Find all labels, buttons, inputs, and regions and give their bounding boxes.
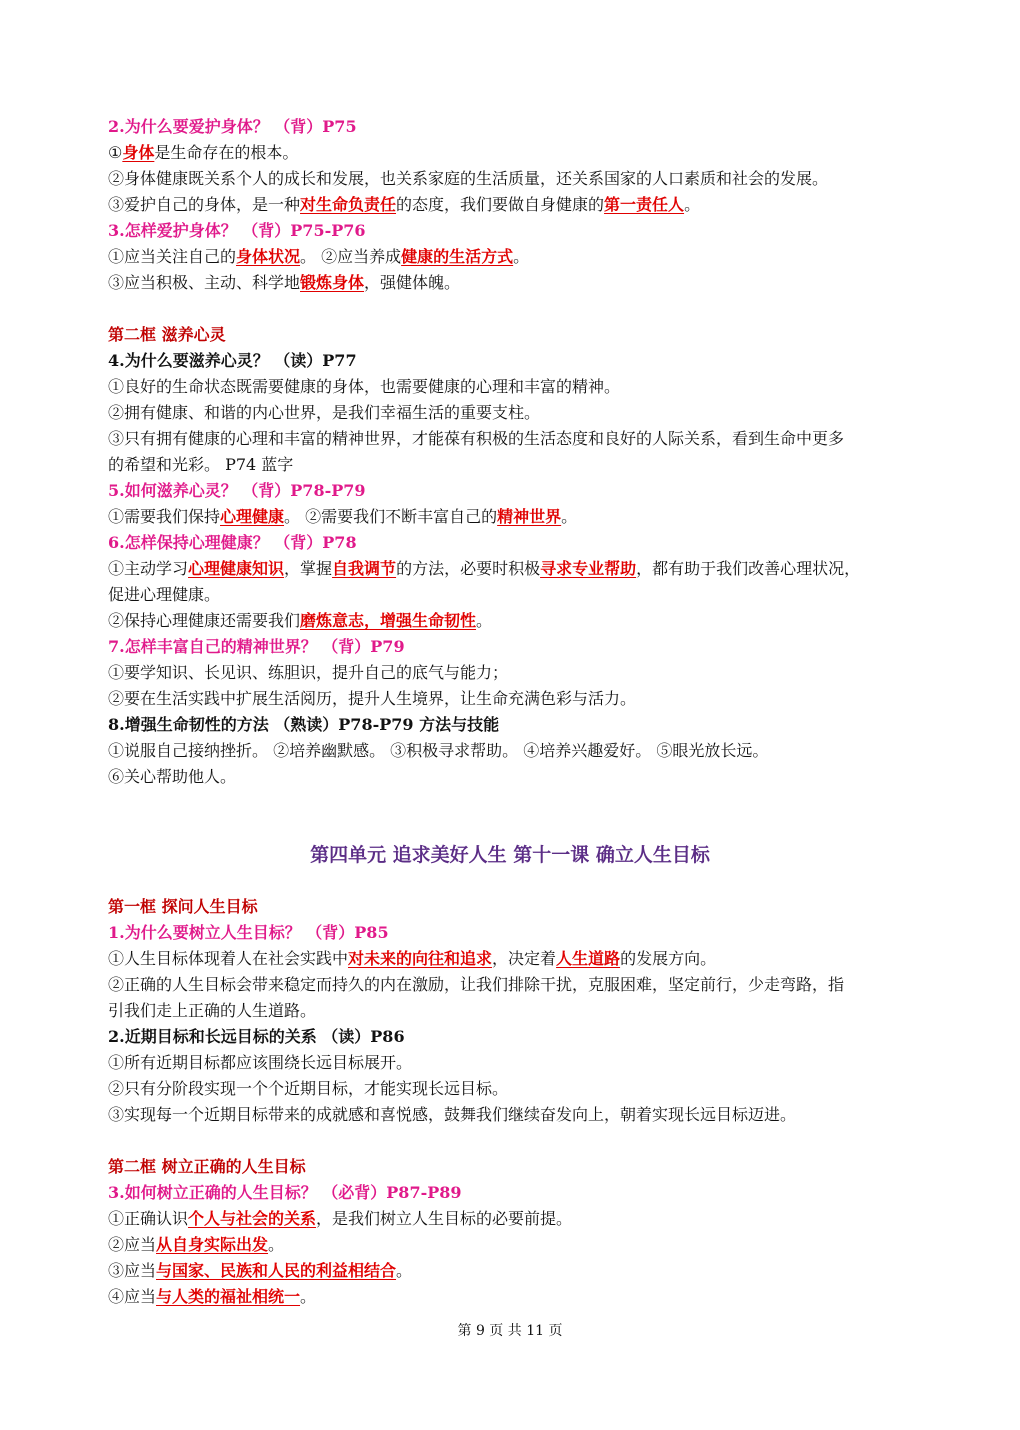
- section-heading: 第二框 树立正确的人生目标: [108, 1157, 306, 1176]
- answer-item: ②保持心理健康还需要我们磨炼意志，增强生命韧性。: [108, 611, 493, 630]
- answer-item: ⑥关心帮助他人。: [108, 767, 237, 786]
- keyword: 身体: [122, 143, 155, 162]
- keyword: 对生命负责任: [300, 195, 397, 214]
- answer-item: ①说服自己接纳挫折。 ②培养幽默感。 ③积极寻求帮助。 ④培养兴趣爱好。 ⑤眼光放长远。: [108, 741, 769, 760]
- keyword: 心理健康知识: [188, 559, 285, 578]
- question-heading: 7.怎样丰富自己的精神世界？ （背）P79: [108, 637, 405, 656]
- answer-item: ②只有分阶段实现一个个近期目标，才能实现长远目标。: [108, 1079, 509, 1098]
- keyword: 对未来的向往和追求: [348, 949, 493, 968]
- keyword: 人生道路: [556, 949, 621, 968]
- answer-item: ③实现每一个近期目标带来的成就感和喜悦感，鼓舞我们继续奋发向上，朝着实现长远目标迈进。: [108, 1105, 797, 1124]
- keyword: 自我调节: [332, 559, 397, 578]
- keyword: 心理健康: [220, 507, 285, 526]
- unit-title: 第四单元 追求美好人生 第十一课 确立人生目标: [310, 844, 710, 866]
- answer-item: ④应当与人类的福祉相统一。: [108, 1287, 317, 1306]
- answer-item: ①良好的生命状态既需要健康的身体，也需要健康的心理和丰富的精神。: [108, 377, 621, 396]
- section-heading: 第二框 滋养心灵: [108, 325, 226, 344]
- page-footer: 第 9 页 共 11 页: [457, 1323, 563, 1339]
- answer-item: ①身体是生命存在的根本。: [108, 143, 299, 162]
- question-heading: 6.怎样保持心理健康？ （背）P78: [108, 533, 357, 552]
- question-heading: 2.为什么要爱护身体？ （背）P75: [108, 117, 357, 136]
- answer-item: ①需要我们保持心理健康。 ②需要我们不断丰富自己的精神世界。: [108, 507, 578, 526]
- answer-item: ①所有近期目标都应该围绕长远目标展开。: [108, 1053, 413, 1072]
- answer-item: 的希望和光彩。 P74 蓝字: [108, 455, 294, 474]
- answer-item: ②身体健康既关系个人的成长和发展，也关系家庭的生活质量，还关系国家的人口素质和社会的发展。: [108, 169, 829, 188]
- keyword: 身体状况: [236, 247, 301, 266]
- answer-item: ①要学知识、长见识、练胆识，提升自己的底气与能力；: [108, 663, 509, 682]
- answer-item: ②应当从自身实际出发。: [108, 1235, 285, 1254]
- answer-item: ③只有拥有健康的心理和丰富的精神世界，才能葆有积极的生活态度和良好的人际关系，看到生命中更多: [108, 429, 845, 448]
- question-heading: 4.为什么要滋养心灵？ （读）P77: [108, 351, 357, 370]
- answer-item: ①应当关注自己的身体状况。 ②应当养成健康的生活方式。: [108, 247, 530, 266]
- keyword: 与国家、民族和人民的利益相结合: [156, 1261, 397, 1280]
- answer-item: 引我们走上正确的人生道路。: [108, 1001, 317, 1020]
- keyword: 与人类的福祉相统一: [156, 1287, 301, 1306]
- question-heading: 2.近期目标和长远目标的关系 （读）P86: [108, 1027, 405, 1046]
- answer-item: ①人生目标体现着人在社会实践中对未来的向往和追求，决定着人生道路的发展方向。: [108, 949, 717, 968]
- answer-item: ②正确的人生目标会带来稳定而持久的内在激励，让我们排除干扰，克服困难，坚定前行，少走弯路，指: [108, 975, 845, 994]
- answer-item: ③应当积极、主动、科学地锻炼身体，强健体魄。: [108, 273, 461, 292]
- keyword: 磨炼意志，增强生命韧性: [300, 611, 477, 630]
- keyword: 精神世界: [497, 507, 562, 526]
- keyword: 个人与社会的关系: [188, 1209, 317, 1228]
- answer-item: ①正确认识个人与社会的关系，是我们树立人生目标的必要前提。: [108, 1209, 573, 1228]
- answer-item: ①主动学习心理健康知识，掌握自我调节的方法，必要时积极寻求专业帮助，都有助于我们改善心理状况，: [108, 559, 861, 578]
- keyword: 第一责任人: [604, 195, 685, 214]
- question-heading: 3.怎样爱护身体？ （背）P75-P76: [108, 221, 366, 240]
- question-heading: 5.如何滋养心灵？ （背）P78-P79: [108, 481, 366, 500]
- keyword: 寻求专业帮助: [540, 559, 637, 578]
- answer-item: ③应当与国家、民族和人民的利益相结合。: [108, 1261, 413, 1280]
- keyword: 从自身实际出发: [156, 1235, 269, 1254]
- answer-item: ②要在生活实践中扩展生活阅历，提升人生境界，让生命充满色彩与活力。: [108, 689, 637, 708]
- answer-item: ③爱护自己的身体，是一种对生命负责任的态度，我们要做自身健康的第一责任人。: [108, 195, 701, 214]
- keyword: 锻炼身体: [300, 273, 365, 292]
- keyword: 健康的生活方式: [401, 247, 514, 266]
- question-heading: 8.增强生命韧性的方法 （熟读）P78-P79 方法与技能: [108, 715, 500, 734]
- question-heading: 1.为什么要树立人生目标？ （背）P85: [108, 923, 389, 942]
- answer-item: 促进心理健康。: [108, 585, 221, 604]
- section-heading: 第一框 探问人生目标: [108, 897, 258, 916]
- question-heading: 3.如何树立正确的人生目标？ （必背）P87-P89: [108, 1183, 462, 1202]
- answer-item: ②拥有健康、和谐的内心世界，是我们幸福生活的重要支柱。: [108, 403, 541, 422]
